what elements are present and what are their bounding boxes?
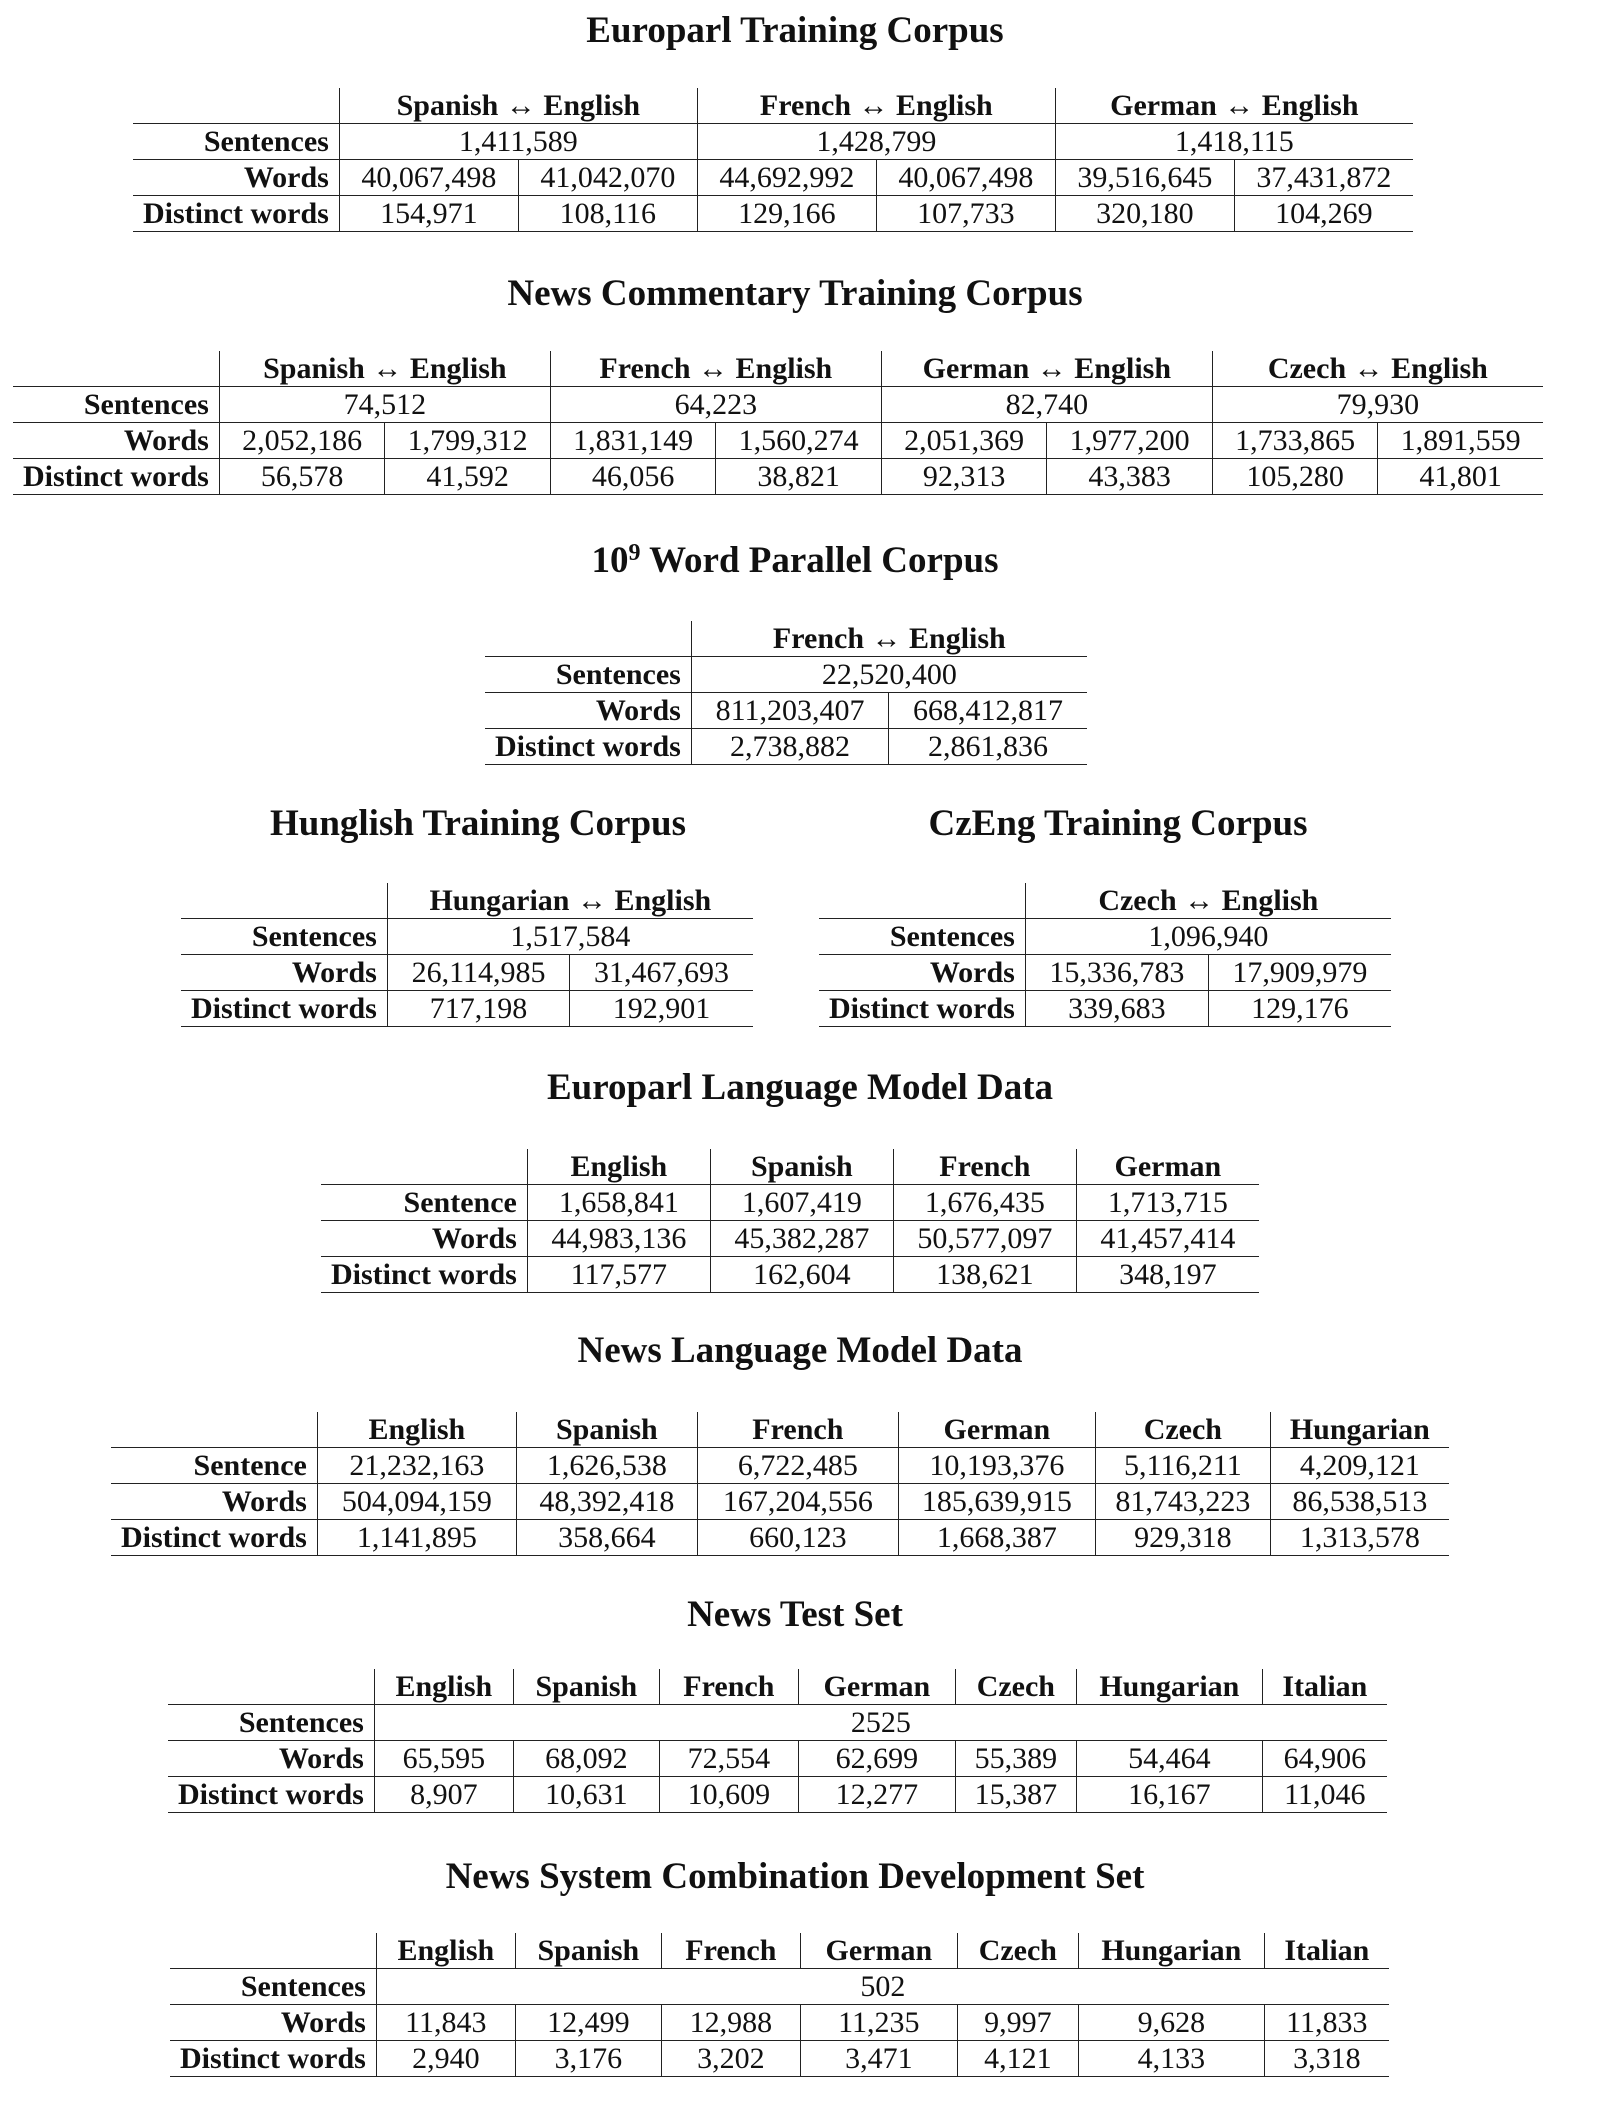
cell: 192,901	[570, 991, 753, 1027]
row-label-words: Words	[321, 1221, 527, 1257]
cell: 10,193,376	[898, 1448, 1095, 1484]
cell: 1,676,435	[893, 1185, 1076, 1221]
row-label-distinct: Distinct words	[133, 196, 339, 232]
cell: 26,114,985	[387, 955, 569, 991]
row-label-distinct: Distinct words	[170, 2041, 376, 2077]
col-header: English	[317, 1412, 516, 1448]
col-header: Spanish	[513, 1669, 659, 1705]
cell: 10,631	[513, 1777, 659, 1813]
czeng-table	[819, 883, 1391, 1027]
cell: 1,517,584	[387, 919, 753, 955]
cell: 1,626,538	[516, 1448, 697, 1484]
newstest-title: News Test Set	[687, 1594, 903, 1635]
cell: 3,318	[1264, 2041, 1389, 2077]
cell: 15,336,783	[1025, 955, 1208, 991]
cell: 44,692,992	[697, 160, 876, 196]
cell: 1,560,274	[716, 423, 882, 459]
cell: 2,052,186	[219, 423, 385, 459]
cell: 8,907	[374, 1777, 513, 1813]
cell: 41,592	[385, 459, 551, 495]
cell: 104,269	[1234, 196, 1412, 232]
cell: 129,176	[1208, 991, 1390, 1027]
cell: 64,223	[550, 387, 881, 423]
cell: 929,318	[1095, 1520, 1270, 1556]
col-header: French ↔ English	[550, 351, 881, 387]
cell: 17,909,979	[1208, 955, 1390, 991]
cell: 1,977,200	[1047, 423, 1213, 459]
col-header: Spanish	[516, 1412, 697, 1448]
col-header: Czech ↔ English	[1025, 883, 1391, 919]
col-header: English	[376, 1933, 515, 1969]
newscomm-table	[13, 351, 1543, 495]
cell: 1,418,115	[1055, 124, 1413, 160]
cell: 92,313	[881, 459, 1047, 495]
row-label-distinct: Distinct words	[819, 991, 1025, 1027]
eplm-title: Europarl Language Model Data	[546, 1067, 1054, 1108]
cell: 2,051,369	[881, 423, 1047, 459]
cell: 107,733	[876, 196, 1055, 232]
cell: 811,203,407	[691, 693, 888, 729]
cell: 43,383	[1047, 459, 1213, 495]
cell: 1,658,841	[527, 1185, 710, 1221]
giga-title-base: 10	[591, 540, 629, 581]
cell: 1,141,895	[317, 1520, 516, 1556]
row-label-sentences: Sentences	[181, 919, 387, 955]
col-header: Spanish	[515, 1933, 661, 1969]
cell: 117,577	[527, 1257, 710, 1293]
cell: 55,389	[955, 1741, 1076, 1777]
cell: 81,743,223	[1095, 1484, 1270, 1520]
col-header: German	[1076, 1149, 1259, 1185]
cell: 11,843	[376, 2005, 515, 2041]
cell: 31,467,693	[570, 955, 753, 991]
col-header: Hungarian	[1270, 1412, 1449, 1448]
cell: 40,067,498	[876, 160, 1055, 196]
cell: 50,577,097	[893, 1221, 1076, 1257]
cell: 339,683	[1025, 991, 1208, 1027]
col-header: English	[374, 1669, 513, 1705]
cell: 2525	[374, 1705, 1387, 1741]
col-header: German	[800, 1933, 957, 1969]
europarl-table	[133, 88, 1413, 232]
row-label-distinct: Distinct words	[321, 1257, 527, 1293]
row-label-distinct: Distinct words	[485, 729, 691, 765]
col-header: German	[898, 1412, 1095, 1448]
cell: 86,538,513	[1270, 1484, 1449, 1520]
cell: 320,180	[1055, 196, 1234, 232]
cell: 16,167	[1076, 1777, 1262, 1813]
cell: 72,554	[659, 1741, 798, 1777]
cell: 21,232,163	[317, 1448, 516, 1484]
cell: 1,668,387	[898, 1520, 1095, 1556]
cell: 12,499	[515, 2005, 661, 2041]
row-label-sentences: Sentences	[133, 124, 339, 160]
col-header: French ↔ English	[697, 88, 1055, 124]
col-header: Czech	[1095, 1412, 1270, 1448]
row-label-words: Words	[181, 955, 387, 991]
cell: 1,607,419	[710, 1185, 893, 1221]
cell: 105,280	[1212, 459, 1378, 495]
row-label-words: Words	[111, 1484, 317, 1520]
row-label-words: Words	[170, 2005, 376, 2041]
hunglish-title: Hunglish Training Corpus	[269, 803, 687, 844]
cell: 10,609	[659, 1777, 798, 1813]
cell: 1,313,578	[1270, 1520, 1449, 1556]
col-header: Spanish ↔ English	[219, 351, 550, 387]
cell: 15,387	[955, 1777, 1076, 1813]
cell: 668,412,817	[889, 693, 1087, 729]
syscomb-table	[170, 1933, 1389, 2077]
col-header: Spanish	[710, 1149, 893, 1185]
col-header: French	[697, 1412, 898, 1448]
cell: 1,411,589	[339, 124, 697, 160]
newscomm-title: News Commentary Training Corpus	[507, 273, 1083, 314]
cell: 154,971	[339, 196, 518, 232]
cell: 64,906	[1262, 1741, 1387, 1777]
row-label-sentences: Sentences	[819, 919, 1025, 955]
giga-title-rest: Word Parallel Corpus	[640, 540, 999, 581]
cell: 44,983,136	[527, 1221, 710, 1257]
cell: 4,121	[957, 2041, 1078, 2077]
newslm-title: News Language Model Data	[577, 1330, 1023, 1371]
cell: 11,833	[1264, 2005, 1389, 2041]
cell: 1,096,940	[1025, 919, 1391, 955]
cell: 502	[376, 1969, 1389, 2005]
cell: 1,733,865	[1212, 423, 1378, 459]
col-header: Czech	[957, 1933, 1078, 1969]
row-label-distinct: Distinct words	[13, 459, 219, 495]
cell: 68,092	[513, 1741, 659, 1777]
row-label-distinct: Distinct words	[111, 1520, 317, 1556]
col-header: French	[893, 1149, 1076, 1185]
col-header: French	[659, 1669, 798, 1705]
cell: 56,578	[219, 459, 385, 495]
row-label-sentences: Sentences	[13, 387, 219, 423]
cell: 9,628	[1078, 2005, 1264, 2041]
row-label-sentences: Sentences	[168, 1705, 374, 1741]
cell: 1,428,799	[697, 124, 1055, 160]
row-label-sentence: Sentence	[321, 1185, 527, 1221]
col-header: Hungarian	[1076, 1669, 1262, 1705]
col-header: Italian	[1264, 1933, 1389, 1969]
cell: 54,464	[1076, 1741, 1262, 1777]
syscomb-title: News System Combination Development Set	[445, 1856, 1145, 1897]
cell: 129,166	[697, 196, 876, 232]
col-header: French	[661, 1933, 800, 1969]
cell: 62,699	[798, 1741, 955, 1777]
cell: 348,197	[1076, 1257, 1259, 1293]
cell: 108,116	[518, 196, 697, 232]
col-header: German ↔ English	[1055, 88, 1413, 124]
cell: 74,512	[219, 387, 550, 423]
col-header: German ↔ English	[881, 351, 1212, 387]
col-header: German	[798, 1669, 955, 1705]
cell: 82,740	[881, 387, 1212, 423]
newslm-table	[111, 1412, 1449, 1556]
cell: 6,722,485	[697, 1448, 898, 1484]
row-label-distinct: Distinct words	[168, 1777, 374, 1813]
cell: 5,116,211	[1095, 1448, 1270, 1484]
cell: 1,891,559	[1378, 423, 1543, 459]
row-label-words: Words	[819, 955, 1025, 991]
cell: 2,861,836	[889, 729, 1087, 765]
col-header: Spanish ↔ English	[339, 88, 697, 124]
cell: 162,604	[710, 1257, 893, 1293]
col-header: Hungarian ↔ English	[387, 883, 753, 919]
cell: 45,382,287	[710, 1221, 893, 1257]
cell: 41,457,414	[1076, 1221, 1259, 1257]
cell: 185,639,915	[898, 1484, 1095, 1520]
row-label-words: Words	[13, 423, 219, 459]
cell: 358,664	[516, 1520, 697, 1556]
cell: 4,209,121	[1270, 1448, 1449, 1484]
cell: 38,821	[716, 459, 882, 495]
cell: 717,198	[387, 991, 569, 1027]
row-label-sentence: Sentence	[111, 1448, 317, 1484]
cell: 39,516,645	[1055, 160, 1234, 196]
cell: 40,067,498	[339, 160, 518, 196]
cell: 37,431,872	[1234, 160, 1412, 196]
row-label-sentences: Sentences	[170, 1969, 376, 2005]
cell: 660,123	[697, 1520, 898, 1556]
cell: 79,930	[1212, 387, 1543, 423]
cell: 9,997	[957, 2005, 1078, 2041]
giga-table	[485, 621, 1087, 765]
cell: 12,277	[798, 1777, 955, 1813]
cell: 504,094,159	[317, 1484, 516, 1520]
col-header: English	[527, 1149, 710, 1185]
europarl-title: Europarl Training Corpus	[586, 10, 1004, 51]
cell: 1,799,312	[385, 423, 551, 459]
col-header: Czech ↔ English	[1212, 351, 1543, 387]
newstest-table	[168, 1669, 1387, 1813]
col-header: Czech	[955, 1669, 1076, 1705]
row-label-words: Words	[168, 1741, 374, 1777]
cell: 46,056	[550, 459, 716, 495]
cell: 48,392,418	[516, 1484, 697, 1520]
cell: 1,713,715	[1076, 1185, 1259, 1221]
giga-title	[591, 541, 998, 579]
cell: 138,621	[893, 1257, 1076, 1293]
cell: 3,176	[515, 2041, 661, 2077]
cell: 167,204,556	[697, 1484, 898, 1520]
eplm-table	[321, 1149, 1259, 1293]
col-header: Italian	[1262, 1669, 1387, 1705]
czeng-title: CzEng Training Corpus	[928, 803, 1308, 844]
cell: 22,520,400	[691, 657, 1087, 693]
hunglish-table	[181, 883, 753, 1027]
row-label-words: Words	[133, 160, 339, 196]
cell: 65,595	[374, 1741, 513, 1777]
cell: 3,202	[661, 2041, 800, 2077]
col-header: Hungarian	[1078, 1933, 1264, 1969]
row-label-sentences: Sentences	[485, 657, 691, 693]
row-label-words: Words	[485, 693, 691, 729]
cell: 1,831,149	[550, 423, 716, 459]
col-header: French ↔ English	[691, 621, 1087, 657]
cell: 2,738,882	[691, 729, 888, 765]
cell: 3,471	[800, 2041, 957, 2077]
giga-title-exponent: 9	[628, 540, 641, 566]
cell: 11,046	[1262, 1777, 1387, 1813]
cell: 41,042,070	[518, 160, 697, 196]
cell: 11,235	[800, 2005, 957, 2041]
cell: 4,133	[1078, 2041, 1264, 2077]
cell: 12,988	[661, 2005, 800, 2041]
cell: 2,940	[376, 2041, 515, 2077]
cell: 41,801	[1378, 459, 1543, 495]
row-label-distinct: Distinct words	[181, 991, 387, 1027]
